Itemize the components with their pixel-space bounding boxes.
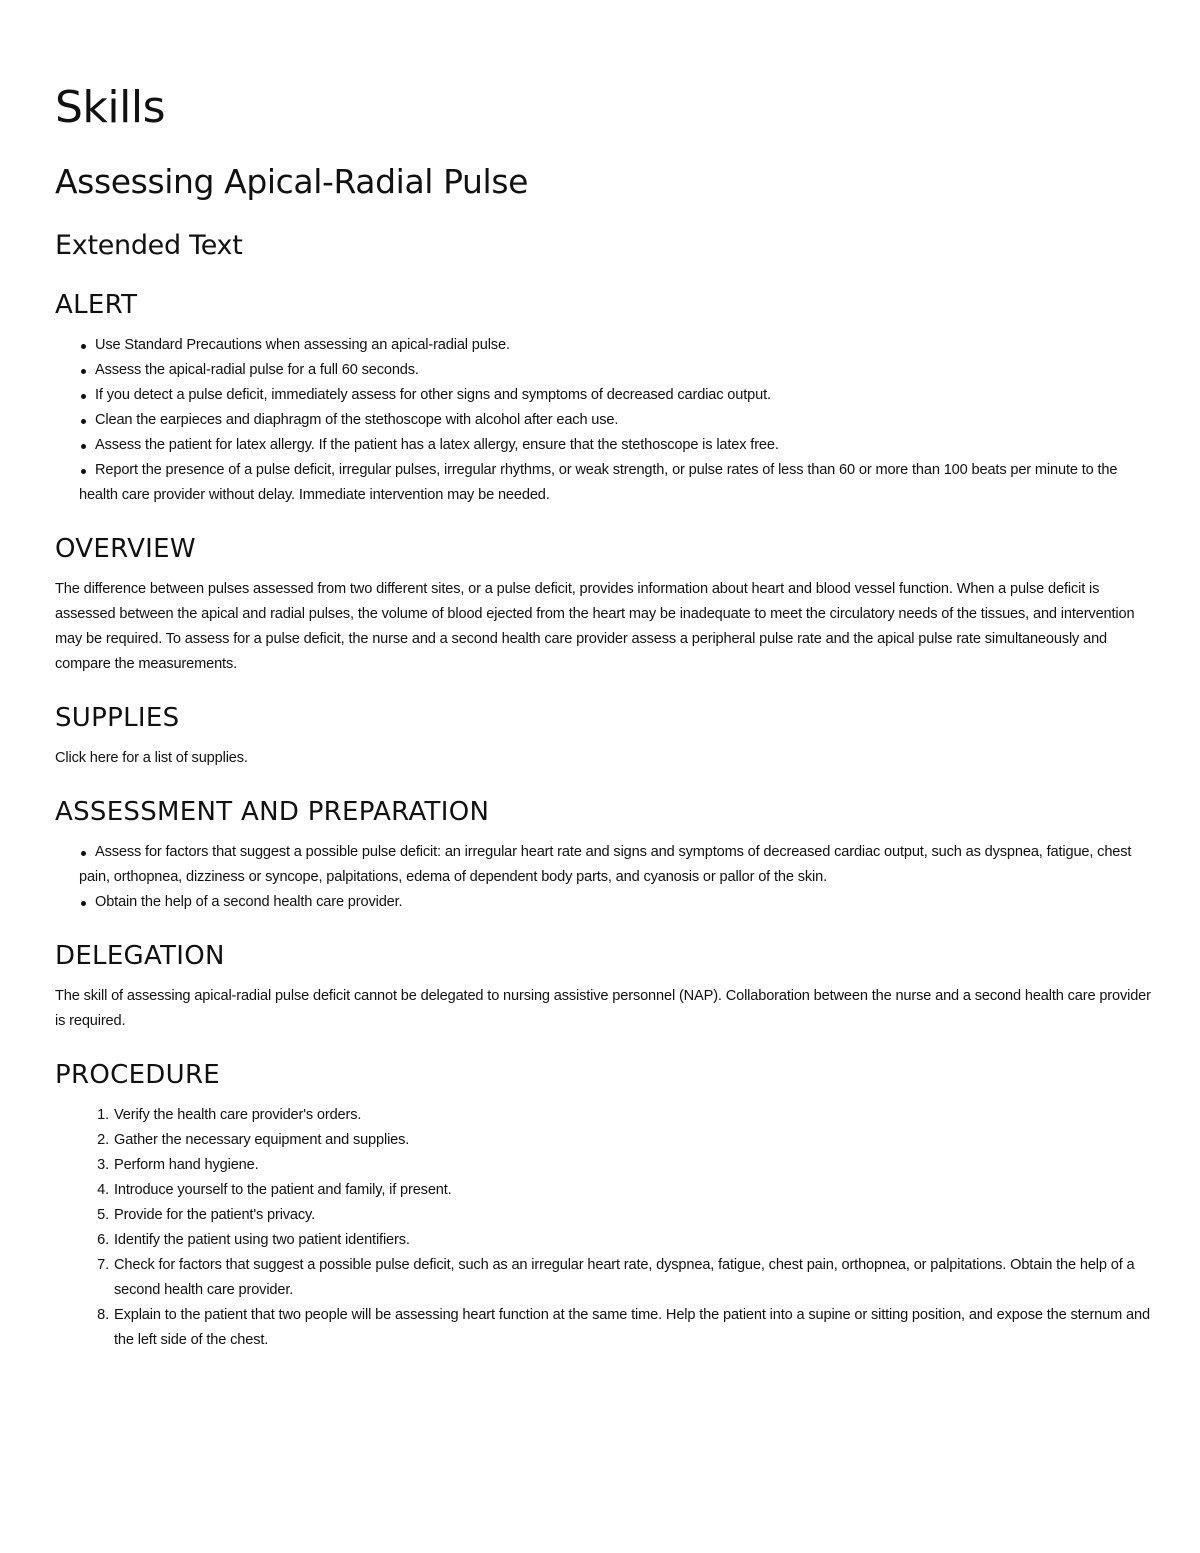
alert-item: Use Standard Precautions when assessing an apical-radial pulse. [55, 333, 1155, 358]
procedure-step [55, 1303, 1155, 1353]
step-number: 5. [97, 1207, 109, 1223]
procedure-list [55, 1103, 1155, 1353]
overview-heading: OVERVIEW [55, 534, 196, 564]
procedure-section [55, 1058, 1155, 1353]
assessment-heading: ASSESSMENT AND PREPARATION [55, 797, 490, 827]
step-text: Introduce yourself to the patient and family, if present. [114, 1182, 452, 1198]
delegation-heading: DELEGATION [55, 941, 225, 971]
step-text: Verify the health care provider's orders. [114, 1107, 362, 1123]
step-number: 4. [97, 1182, 109, 1198]
step-text: Check for factors that suggest a possible pulse deficit, such as an irregular heart rate, dyspnea, fatigue, chest pain, orthopnea, or palpitations. Obtain the help of a second health care provider. [114, 1257, 1135, 1298]
procedure-step [55, 1228, 1155, 1253]
overview-section [55, 532, 1155, 677]
step-text: Gather the necessary equipment and supplies. [114, 1132, 410, 1148]
supplies-section [55, 701, 1155, 771]
delegation-paragraph: The skill of assessing apical-radial pulse deficit cannot be delegated to nursing assistive personnel (NAP). Collaboration between the nurse and a second health care provider is required. [55, 988, 1151, 1029]
overview-paragraph: The difference between pulses assessed from two different sites, or a pulse deficit, provides information about heart and blood vessel function. When a pulse deficit is assessed between the apical and radial pulses, the volume of blood ejected from the heart may be inadequate to meet the circulatory needs of the tissues, and intervention may be required. To assess for a pulse deficit, the nurse and a second health care provider assess a peripheral pulse rate and the apical pulse rate simultaneously and compare the measurements. [55, 581, 1135, 672]
procedure-step [55, 1153, 1155, 1178]
assessment-item: Obtain the help of a second health care provider. [55, 890, 1155, 915]
supplies-link[interactable]: Click here for a list of supplies. [55, 750, 248, 766]
step-number: 1. [97, 1107, 109, 1123]
procedure-step [55, 1253, 1155, 1303]
step-number: 2. [97, 1132, 109, 1148]
step-number: 8. [97, 1307, 109, 1323]
procedure-step [55, 1178, 1155, 1203]
extended-text-subtitle: Extended Text [55, 230, 243, 261]
step-number: 3. [97, 1157, 109, 1173]
alert-heading: ALERT [55, 290, 138, 320]
assessment-list [55, 840, 1155, 915]
step-number: 6. [97, 1232, 109, 1248]
alert-item: Report the presence of a pulse deficit, irregular pulses, irregular rhythms, or weak strength, or pulse rates of less than 60 or more than 100 beats per minute to the health care provider without delay. Immediate intervention may be needed. [55, 458, 1155, 508]
alert-section [55, 288, 1155, 508]
procedure-step [55, 1103, 1155, 1128]
step-text: Explain to the patient that two people will be assessing heart function at the same time. Help the patient into a supine or sitting position, and expose the sternum and the left side of the chest. [114, 1307, 1150, 1348]
procedure-heading: PROCEDURE [55, 1060, 221, 1090]
delegation-section [55, 939, 1155, 1034]
alert-item: Assess the patient for latex allergy. If the patient has a latex allergy, ensure that the stethoscope is latex free. [55, 433, 1155, 458]
skill-title: Assessing Apical-Radial Pulse [55, 162, 529, 201]
supplies-heading: SUPPLIES [55, 703, 180, 733]
procedure-step [55, 1203, 1155, 1228]
alert-item: Assess the apical-radial pulse for a full 60 seconds. [55, 358, 1155, 383]
step-text: Perform hand hygiene. [114, 1157, 259, 1173]
alert-item: Clean the earpieces and diaphragm of the stethoscope with alcohol after each use. [55, 408, 1155, 433]
step-number: 7. [97, 1257, 109, 1273]
document-page [55, 78, 1155, 1353]
step-text: Provide for the patient's privacy. [114, 1207, 316, 1223]
assessment-item: Assess for factors that suggest a possible pulse deficit: an irregular heart rate and signs and symptoms of decreased cardiac output, such as dyspnea, fatigue, chest pain, orthopnea, dizziness or syncope, palpitations, edema of dependent body parts, and cyanosis or pallor of the skin. [55, 840, 1155, 890]
document-title: Skills [55, 82, 166, 133]
alert-list [55, 333, 1155, 508]
procedure-step [55, 1128, 1155, 1153]
assessment-section [55, 795, 1155, 915]
alert-item: If you detect a pulse deficit, immediately assess for other signs and symptoms of decreased cardiac output. [55, 383, 1155, 408]
step-text: Identify the patient using two patient identifiers. [114, 1232, 410, 1248]
